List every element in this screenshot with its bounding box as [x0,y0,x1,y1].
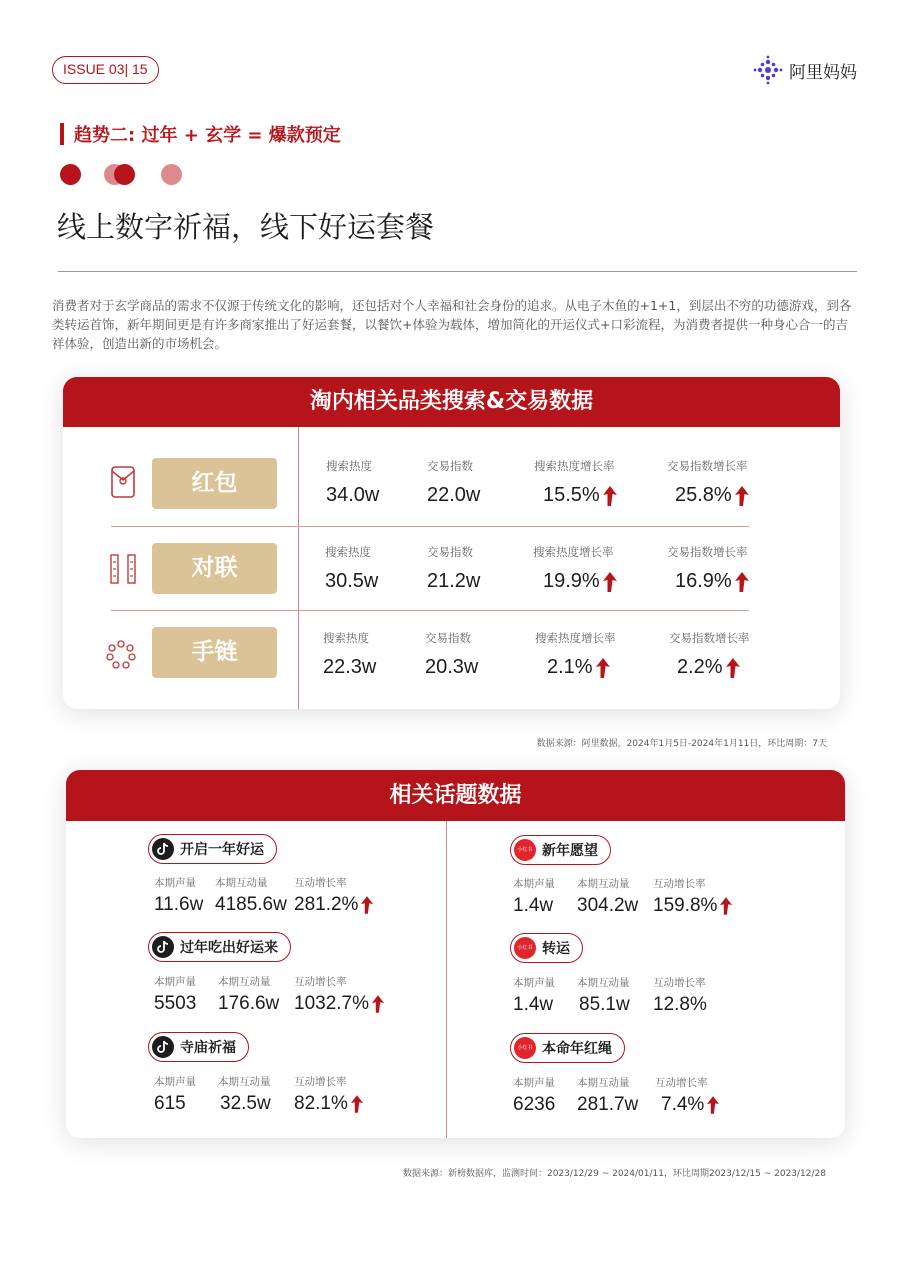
metric-label: 本期互动量 [577,977,630,989]
up-arrow-icon [371,994,385,1014]
metric-value: 159.8% [653,895,718,916]
metric-value-row [535,656,616,679]
xiaohongshu-icon: 小红书 [514,1037,536,1059]
up-arrow-icon [595,657,611,679]
metric-label: 互动增长率 [294,877,347,889]
topic-growth [294,974,385,1015]
metric-value-row [294,993,385,1015]
topic-tag [148,1032,249,1062]
topic-growth [294,1074,364,1115]
trend-accent-bar [60,123,64,145]
metric-value: 21.2w [427,570,481,592]
search-trade-card [63,377,840,709]
trend-title-text: 趋势二: 过年 + 玄学 = 爆款预定 [74,125,341,146]
metric-value-row [533,570,618,593]
metric-value-row [534,484,618,507]
issue-label: ISSUE 03| 15 [63,61,148,77]
up-arrow-icon [734,571,750,593]
metric-value: 20.3w [425,656,479,678]
metric-trade-growth [669,630,750,679]
metric-search-growth [533,544,618,593]
metric-label: 搜索热度 [325,545,371,559]
metric-label: 互动增长率 [653,878,706,890]
topic-volume [513,876,555,917]
douyin-icon [152,1036,174,1058]
metric-label: 交易指数 [427,459,473,473]
metric-label: 本期互动量 [218,976,271,988]
metric-value-row [667,484,750,507]
metric-label: 搜索热度 [323,631,369,645]
page-headline: 线上数字祈福，线下好运套餐 [57,210,435,244]
brand-logo [753,56,857,84]
metric-label: 本期声量 [513,977,555,989]
metric-label: 本期互动量 [577,1077,630,1089]
topic-interactions [577,975,630,1016]
couplets-icon [108,552,138,586]
metric-search-heat [323,630,376,679]
douyin-icon [152,838,174,860]
xiaohongshu-icon: 小红书 [514,937,536,959]
metric-label: 本期声量 [154,1076,196,1088]
metric-value: 2.1% [547,656,593,678]
category-label-hongbao: 红包 [152,458,277,509]
topic-tag [510,835,611,865]
up-arrow-icon [725,657,741,679]
topic-data-source: 数据来源：新榜数据库，监测时间：2023/12/29 ~ 2024/01/11，环比周期2023/12/15 ~ 2023/12/28 [402,1169,826,1179]
topic-name: 过年吃出好运来 [180,940,278,956]
metric-value-row [653,895,733,917]
metric-label: 本期声量 [513,1077,555,1089]
metric-label: 互动增长率 [655,1077,708,1089]
metric-trade-index [425,630,478,679]
metric-value: 1.4w [513,895,554,916]
metric-value: 304.2w [577,895,639,916]
metric-value: 615 [154,1093,186,1114]
topic-name: 本命年红绳 [542,1041,612,1057]
topic-growth [653,876,733,917]
topic-interactions [215,875,287,916]
metric-value: 82.1% [294,1093,348,1114]
row-divider [111,526,749,527]
topic-interactions [577,876,638,917]
metric-label: 互动增长率 [294,1076,347,1088]
metric-label: 互动增长率 [294,976,347,988]
metric-value-row [669,656,750,679]
metric-label: 本期声量 [154,877,196,889]
metric-value: 16.9% [675,570,732,592]
topic-name: 新年愿望 [542,843,598,859]
up-arrow-icon [602,485,618,507]
metric-value: 6236 [513,1094,556,1115]
metric-search-growth [534,458,618,507]
metric-value: 2.2% [677,656,723,678]
topic-interactions [218,974,279,1015]
topic-card-title: 相关话题数据 [66,770,845,821]
metric-value: 1032.7% [294,993,370,1014]
topic-tag [510,933,583,963]
topic-card [66,770,845,1138]
topic-tag [148,834,277,864]
metric-value: 34.0w [326,484,380,506]
red-envelope-icon [108,465,138,499]
brand-name: 阿里妈妈 [789,62,857,83]
category-label-duilian: 对联 [152,543,277,594]
dot-3 [114,164,135,185]
metric-value: 22.3w [323,656,377,678]
metric-value: 281.2% [294,894,359,915]
dot-4 [161,164,182,185]
topic-tag [510,1033,625,1063]
metric-label: 搜索热度增长率 [533,545,614,559]
category-label-shoulian: 手链 [152,627,277,678]
metric-value: 22.0w [427,484,481,506]
topic-name: 开启一年好运 [180,842,264,858]
metric-search-heat [325,544,378,593]
topic-growth [653,975,707,1016]
decorative-dots [60,163,190,187]
metric-value: 30.5w [325,570,379,592]
topic-volume [513,1075,555,1116]
metric-label: 搜索热度 [326,459,372,473]
metric-label: 搜索热度增长率 [534,459,615,473]
metric-label: 搜索热度增长率 [535,631,616,645]
metric-value: 15.5% [543,484,600,506]
metric-value: 12.8% [653,994,707,1015]
metric-trade-index [427,458,480,507]
metric-label: 交易指数 [427,545,473,559]
metric-search-growth [535,630,616,679]
intro-paragraph: 消费者对于玄学商品的需求不仅源于传统文化的影响，还包括对个人幸福和社会身份的追求。从电子木鱼的+1+1，到层出不穷的功德游戏，到各类转运首饰，新年期间更是有许多商家推出了好运套餐，以餐饮+体验为载体，增加简化的开运仪式+口彩流程，为消费者提供一种身心合一的吉祥体验，创造出新的市场机会。 [52,298,852,351]
topic-volume [154,974,196,1015]
metric-value-row [294,1093,364,1115]
metric-value-row [655,1094,720,1116]
douyin-icon [152,936,174,958]
column-divider [446,821,447,1138]
up-arrow-icon [719,896,733,916]
metric-value: 85.1w [579,994,630,1015]
dot-1 [60,164,81,185]
topic-tag [148,932,291,962]
metric-value-row [667,570,750,593]
search-data-source: 数据来源：阿里数据，2024年1月5日-2024年1月11日，环比周期：7天 [536,739,827,749]
metric-value: 4185.6w [215,894,287,915]
metric-value: 176.6w [218,993,280,1014]
metric-search-heat [326,458,379,507]
up-arrow-icon [350,1094,364,1114]
topic-volume [154,1074,196,1115]
metric-label: 互动增长率 [653,977,706,989]
topic-name: 转运 [542,941,570,957]
metric-trade-growth [667,544,750,593]
metric-value-row [294,894,374,916]
up-arrow-icon [360,895,374,915]
issue-badge [52,56,159,84]
metric-value: 5503 [154,993,197,1014]
row-divider [111,610,749,611]
metric-value: 11.6w [154,894,204,915]
metric-label: 本期互动量 [218,1076,271,1088]
metric-label: 本期互动量 [577,878,630,890]
metric-trade-growth [667,458,750,507]
column-divider [298,427,299,709]
metric-trade-index [427,544,480,593]
metric-label: 本期声量 [154,976,196,988]
topic-growth [294,875,374,916]
topic-name: 寺庙祈福 [180,1040,236,1056]
topic-volume [154,875,203,916]
metric-value: 7.4% [661,1094,705,1115]
metric-label: 交易指数增长率 [667,545,748,559]
search-trade-title: 淘内相关品类搜索&交易数据 [63,377,840,427]
metric-label: 本期互动量 [215,877,268,889]
metric-label: 交易指数增长率 [669,631,750,645]
up-arrow-icon [734,485,750,507]
metric-value: 19.9% [543,570,600,592]
topic-interactions [218,1074,271,1115]
alimama-logo-icon [753,55,783,85]
metric-value: 1.4w [513,994,554,1015]
topic-interactions [577,1075,638,1116]
metric-label: 交易指数增长率 [667,459,748,473]
metric-value: 32.5w [220,1093,271,1114]
metric-value: 25.8% [675,484,732,506]
up-arrow-icon [706,1095,720,1115]
xiaohongshu-icon: 小红书 [514,839,536,861]
bracelet-icon [106,638,136,672]
up-arrow-icon [602,571,618,593]
metric-label: 本期声量 [513,878,555,890]
metric-value: 281.7w [577,1094,639,1115]
metric-label: 交易指数 [425,631,471,645]
divider [58,271,857,272]
trend-title [60,122,341,146]
topic-growth [655,1075,720,1116]
topic-volume [513,975,555,1016]
